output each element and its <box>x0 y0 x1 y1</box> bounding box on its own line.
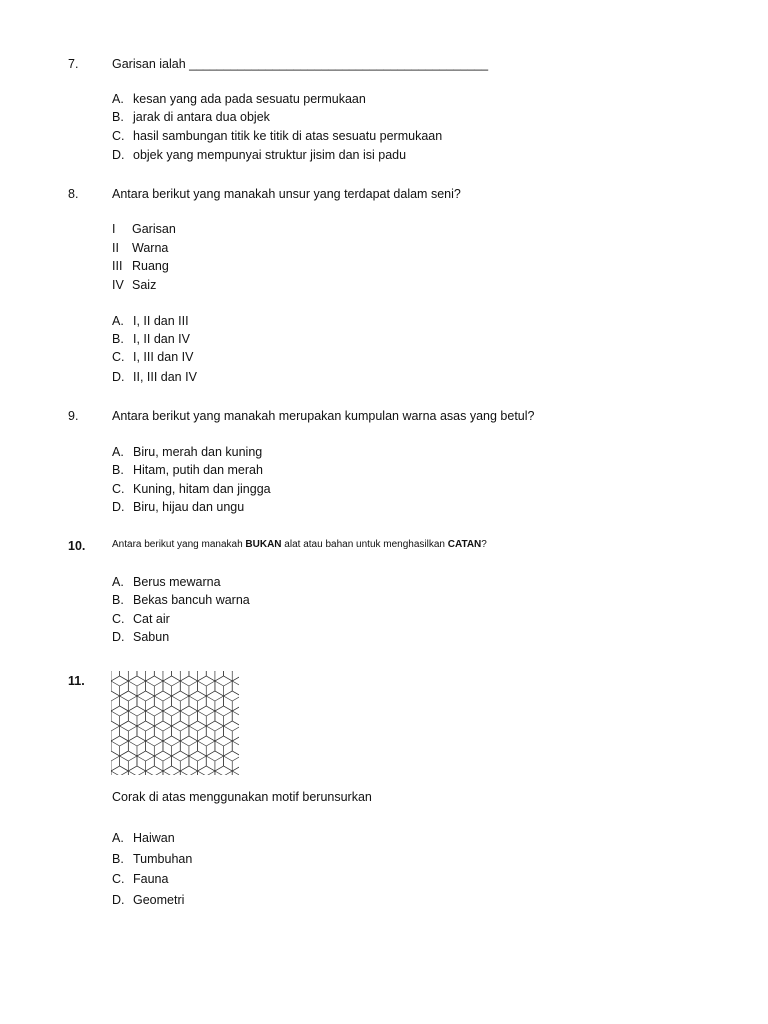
roman-numeral: II <box>112 241 119 255</box>
question-9-option-d <box>112 501 244 514</box>
question-8-option-d <box>112 371 197 384</box>
question-10-number: 10. <box>68 539 86 553</box>
question-11-option-b <box>112 853 192 866</box>
option-text: objek yang mempunyai struktur jisim dan isi padu <box>133 148 407 162</box>
question-8-stem: Antara berikut yang manakah unsur yang terdapat dalam seni? <box>112 187 461 201</box>
roman-numeral: I <box>112 222 116 236</box>
question-10-option-c <box>112 613 170 626</box>
stem-text: Antara berikut yang manakah <box>112 539 246 550</box>
question-11-option-a <box>112 832 175 845</box>
option-text: kesan yang ada pada sesuatu permukaan <box>133 92 366 106</box>
option-text: Sabun <box>133 630 170 644</box>
option-letter: C. <box>112 482 125 496</box>
question-7-option-c <box>112 130 442 143</box>
question-10-option-d <box>112 631 169 644</box>
stem-text: alat atau bahan untuk menghasilkan <box>281 539 448 550</box>
question-11-option-d <box>112 894 184 907</box>
option-letter: A. <box>112 314 124 328</box>
option-text: II, III dan IV <box>133 370 197 384</box>
option-text: hasil sambungan titik ke titik di atas sesuatu permukaan <box>133 129 443 143</box>
question-10-option-a <box>112 576 221 589</box>
option-letter: B. <box>112 852 124 866</box>
option-text: Biru, hijau dan ungu <box>133 500 245 514</box>
option-letter: C. <box>112 872 125 886</box>
option-text: Cat air <box>133 612 170 626</box>
option-letter: C. <box>112 129 125 143</box>
geometric-cube-pattern-image <box>111 671 239 775</box>
option-letter: D. <box>112 893 125 907</box>
option-letter: A. <box>112 831 124 845</box>
option-letter: A. <box>112 575 124 589</box>
question-7-number: 7. <box>68 57 79 71</box>
option-text: jarak di antara dua objek <box>133 110 270 124</box>
question-10-stem <box>112 540 487 550</box>
question-7-option-d <box>112 149 406 162</box>
option-text: I, II dan III <box>133 314 189 328</box>
option-text: Hitam, putih dan merah <box>133 463 263 477</box>
question-8-statement-iii <box>112 260 169 273</box>
question-8-option-c <box>112 351 193 364</box>
option-letter: C. <box>112 350 125 364</box>
cube-lines <box>111 671 239 775</box>
question-8-option-b <box>112 333 190 346</box>
statement-text: Ruang <box>132 259 169 273</box>
roman-numeral: IV <box>112 278 124 292</box>
option-letter: B. <box>112 332 124 346</box>
option-text: Tumbuhan <box>133 852 193 866</box>
option-letter: A. <box>112 92 124 106</box>
question-10-option-b <box>112 594 250 607</box>
question-9-stem: Antara berikut yang manakah merupakan kumpulan warna asas yang betul? <box>112 409 535 423</box>
stem-emphasis: CATAN <box>447 539 482 550</box>
option-letter: D. <box>112 370 125 384</box>
roman-numeral: III <box>112 259 123 273</box>
option-letter: A. <box>112 445 124 459</box>
question-8-option-a <box>112 315 189 328</box>
option-text: Kuning, hitam dan jingga <box>133 482 271 496</box>
statement-text: Saiz <box>132 278 157 292</box>
question-9-option-a <box>112 446 262 459</box>
option-text: I, II dan IV <box>133 332 190 346</box>
question-11-stem: Corak di atas menggunakan motif berunsurkan <box>112 790 372 804</box>
option-letter: D. <box>112 148 125 162</box>
stem-text: ? <box>481 539 487 550</box>
option-letter: C. <box>112 612 125 626</box>
question-8-statement-ii <box>112 242 168 255</box>
question-7-option-a <box>112 93 366 106</box>
option-letter: D. <box>112 500 125 514</box>
option-text: Biru, merah dan kuning <box>133 445 263 459</box>
question-8-number: 8. <box>68 187 79 201</box>
question-11-number: 11. <box>68 674 85 688</box>
question-8-statement-iv <box>112 279 156 292</box>
question-8-statement-i <box>112 223 176 236</box>
option-text: Berus mewarna <box>133 575 221 589</box>
question-9-option-c <box>112 483 271 496</box>
option-letter: B. <box>112 110 124 124</box>
option-letter: D. <box>112 630 125 644</box>
question-7-option-b <box>112 111 270 124</box>
option-text: Haiwan <box>133 831 175 845</box>
question-7-stem: Garisan ialah ___________________________________________ <box>112 57 489 71</box>
question-9-number: 9. <box>68 409 79 423</box>
option-letter: B. <box>112 463 124 477</box>
option-letter: B. <box>112 593 124 607</box>
option-text: I, III dan IV <box>133 350 194 364</box>
question-11-option-c <box>112 873 168 886</box>
option-text: Geometri <box>133 893 185 907</box>
stem-emphasis: BUKAN <box>245 539 282 550</box>
question-9-option-b <box>112 464 263 477</box>
option-text: Bekas bancuh warna <box>133 593 250 607</box>
statement-text: Warna <box>132 241 169 255</box>
statement-text: Garisan <box>132 222 176 236</box>
option-text: Fauna <box>133 872 169 886</box>
